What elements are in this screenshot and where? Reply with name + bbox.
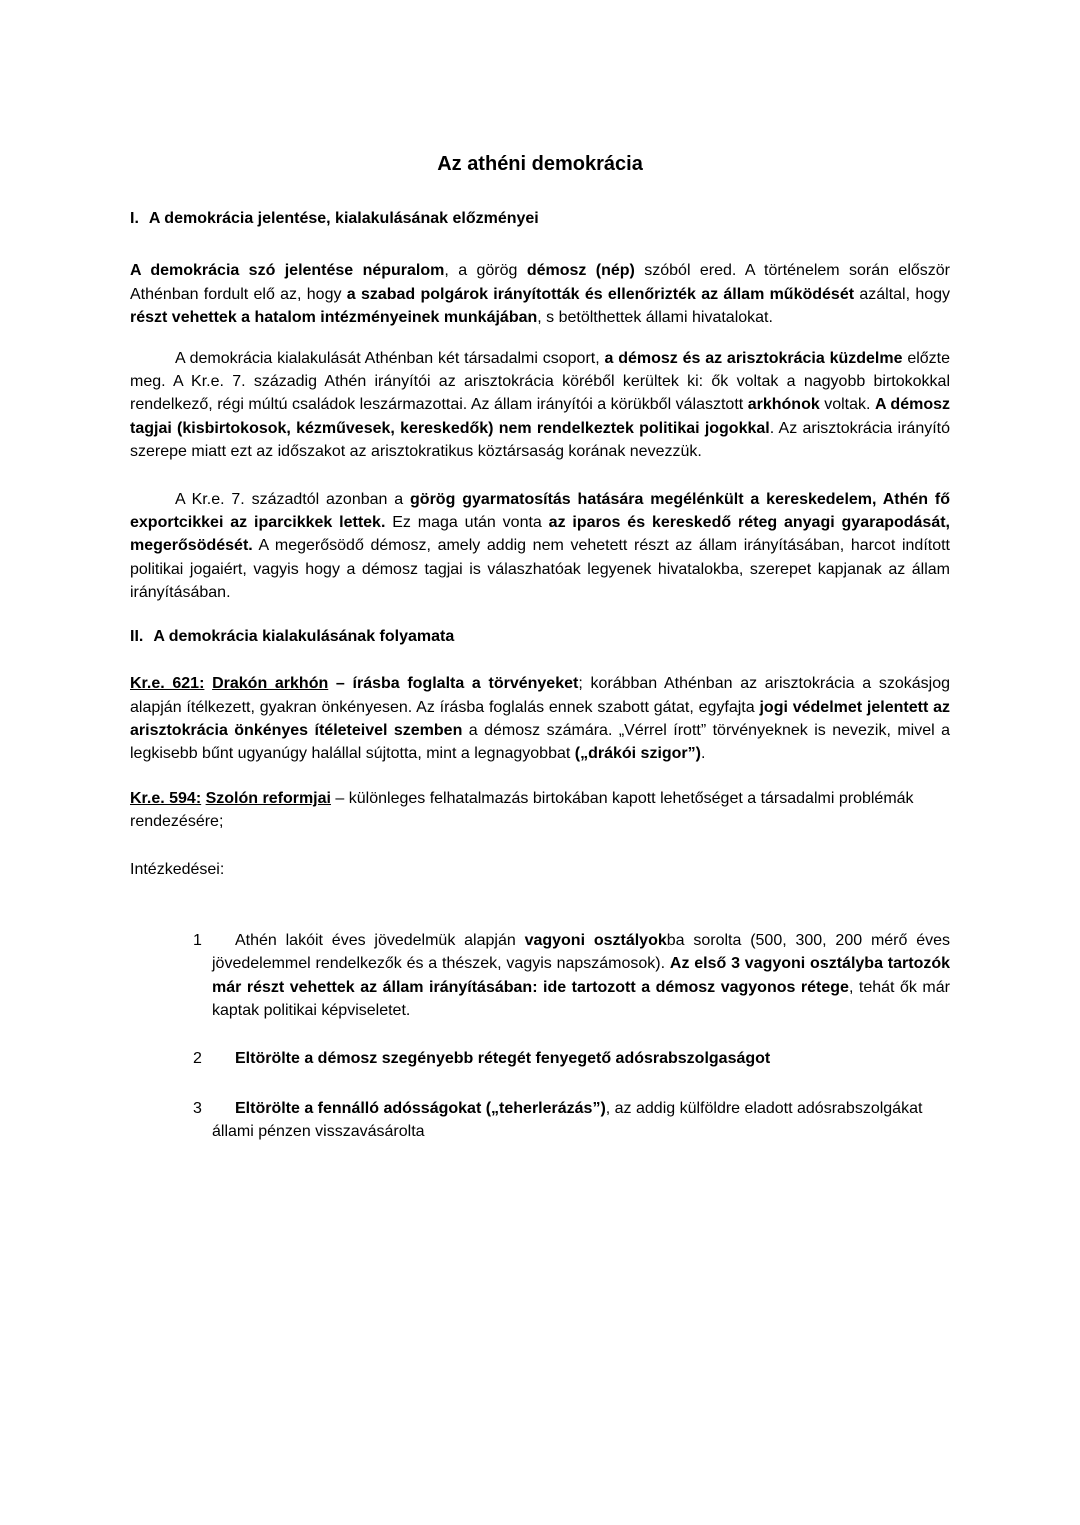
list-item-3-text: Eltörölte a fennálló adósságokat („teherlerázás”), az addig külföldre eladott adósrabszolgákat állami pénzen visszavásárolta [212, 1099, 923, 1141]
paragraph-solon-594: Kr.e. 594: Szolón reformjai – különleges felhatalmazás birtokában kapott lehetőséget a társadalmi problémák rendezésére; [130, 789, 914, 831]
section-2-number: II. [130, 627, 144, 645]
list-item-2-number: 2 [193, 1049, 202, 1067]
list-item-property-classes [193, 929, 950, 1023]
list-item-debt-cancellation [193, 1097, 950, 1144]
paragraph-two-social-groups: A demokrácia kialakulását Athénban két társadalmi csoport, a démosz és az arisztokrácia küzdelme előzte meg. A Kr.e. 7. századig Athén irányítói az arisztokrácia köréből kerültek ki: ők voltak a nagyobb birtokokkal rendelkező, régi múltú családok leszármazottai. Az állam irányítói a körükből választott arkhónok voltak. A démosz tagjai (kisbirtokosok, kézművesek, kereskedők) nem rendelkeztek politikai jogokkal. Az arisztokrácia irányító szerepe miatt ezt az időszakot az arisztokratikus köztársaság korának nevezzük. [130, 349, 951, 461]
section-1-number: I. [130, 210, 139, 227]
paragraph-greek-colonization: A Kr.e. 7. századtól azonban a görög gyarmatosítás hatására megélénkült a kereskedelem, Athén fő exportcikkei az iparcikkek lettek. Ez maga után vonta az iparos és kereskedő réteg anyagi gyarapodását, megerősödését. A megerősödő démosz, amely addig nem vehetett részt az állam irányításában, harcot indított politikai jogaiért, vagyis hogy a démosz tagjai is válaszhatóak legyenek hivatalokba, szerepet kapjanak az állam irányításában. [130, 490, 951, 602]
list-item-3-number: 3 [193, 1099, 202, 1117]
section-heading-2 [130, 625, 950, 648]
section-1-title: A demokrácia jelentése, kialakulásának előzményei [148, 210, 539, 227]
list-item-2-text: Eltörölte a démosz szegényebb rétegét fenyegető adósrabszolgaságot [235, 1049, 771, 1067]
paragraph-demokracia-meaning: A demokrácia szó jelentése népuralom, a görög démosz (nép) szóból ered. A történelem során először Athénban fordult elő az, hogy a szabad polgárok irányították és ellenőrizték az állam működését azáltal, hogy részt vehettek a hatalom intézményeinek munkájában, s betölthettek állami hivatalokat. [130, 262, 951, 327]
paragraph-drakon-621: Kr.e. 621: Drakón arkhón – írásba foglalta a törvényeket; korábban Athénban az arisztokrácia a szokásjog alapján ítélkezett, gyakran önkényesen. Az írásba foglalás ennek szabott gátat, egyfajta jogi védelmet jelentett az arisztokrácia önkényes ítéleteivel szemben a démosz számára. „Vérrel írott” törvényeknek is nevezik, mivel a legkisebb bűnt ugyanúgy halállal sújtotta, mint a legnagyobbat („drákói szigor”). [130, 675, 951, 763]
list-item-debt-slavery [193, 1047, 950, 1070]
measures-list [130, 929, 950, 1144]
list-item-1-text: Athén lakóit éves jövedelmük alapján vagyoni osztályokba sorolta (500, 300, 200 mérő éves jövedelemmel rendelkezők és a thészek, vagyis napszámosok). Az első 3 vagyoni osztályba tartozók már részt vehettek az állam irányításában: ide tartozott a démosz vagyonos rétege, tehát ők már kaptak politikai képviseletet. [212, 931, 951, 1020]
section-2-title: A demokrácia kialakulásának folyamata [153, 627, 455, 645]
section-heading-1 [130, 207, 950, 230]
measures-label: Intézkedései: [130, 860, 225, 878]
document-title: Az athéni demokrácia [437, 153, 643, 175]
list-item-1-number: 1 [193, 931, 202, 949]
